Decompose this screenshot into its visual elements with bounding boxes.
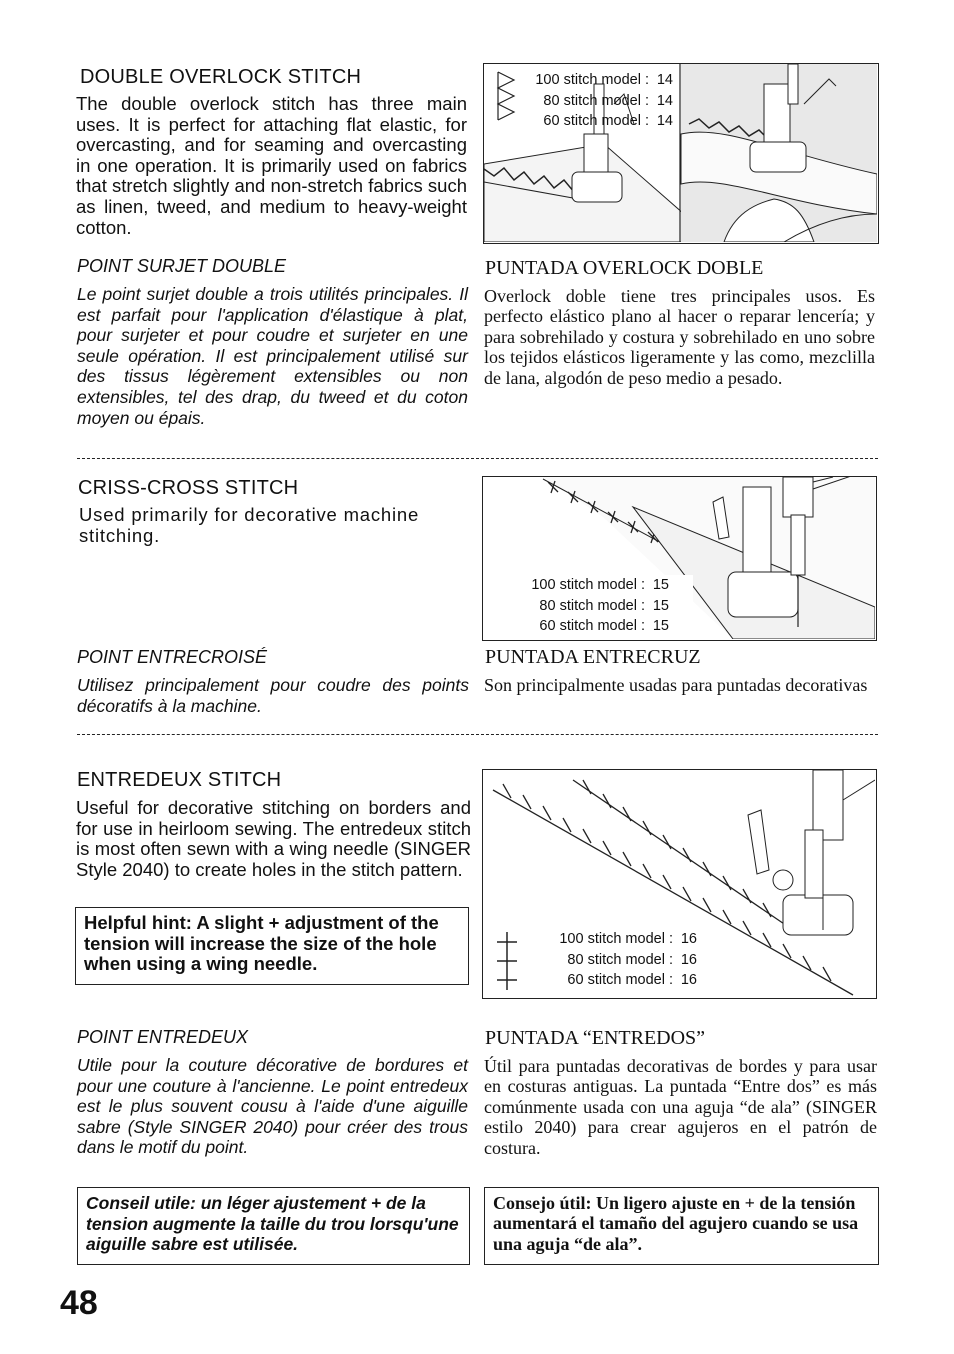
entredeux-hint-en: Helpful hint: A slight + adjustment of the tension will increase the size of the hole when using a wing needle. [75, 907, 469, 985]
legend-label: 60 stitch model : [567, 972, 673, 988]
criss-cross-legend [489, 575, 693, 637]
legend-value: 15 [652, 597, 669, 614]
double-overlock-title-en: DOUBLE OVERLOCK STITCH [80, 66, 362, 88]
legend-label: 100 stitch model : [531, 577, 645, 593]
criss-cross-title-es: PUNTADA ENTRECRUZ [485, 646, 701, 668]
legend-label: 80 stitch model : [567, 951, 673, 968]
legend-value: 16 [680, 972, 697, 988]
legend-value: 15 [652, 618, 669, 634]
legend-label: 100 stitch model : [535, 72, 649, 88]
entredeux-title-fr: POINT ENTREDEUX [77, 1027, 249, 1047]
legend-row [499, 91, 679, 112]
legend-label: 60 stitch model : [543, 113, 649, 129]
entredeux-hint-fr: Conseil utile: un léger ajustement + de la tension augmente la taille du trou lorsqu'une aiguille sabre est utilisée. [77, 1187, 470, 1265]
criss-cross-figure [482, 476, 877, 641]
section-divider [77, 458, 878, 459]
double-overlock-title-es: PUNTADA OVERLOCK DOBLE [485, 257, 764, 279]
double-overlock-figure [483, 63, 879, 244]
double-overlock-title-fr: POINT SURJET DOUBLE [77, 256, 287, 276]
criss-cross-body-fr: Utilisez principalement pour coudre des points décoratifs à la machine. [77, 675, 469, 716]
legend-value: 14 [656, 92, 673, 109]
double-overlock-legend [499, 70, 679, 132]
legend-row [523, 950, 697, 971]
criss-cross-body-es: Son principalmente usadas para puntadas decorativas [484, 675, 868, 695]
entredeux-body-fr: Utile pour la couture décorative de bordures et pour une couture à l'ancienne. Le point entredeux est le plus souvent cousu à l'aide d'une aiguille sabre (Style SINGER 2040) pour créer des trous dans le motif du point. [77, 1055, 468, 1158]
legend-label: 80 stitch model : [543, 92, 649, 109]
section-divider [77, 734, 878, 735]
double-overlock-body-es: Overlock doble tiene tres principales usos. Es perfecto elástico plano al hacer o reparar lencería; y para sobrehilado y costura y sobrehilado en uno sobre los tejidos elásticos ligeramente y las como, mezclilla de lana, algodón de peso medio a pesado. [484, 286, 875, 388]
entredeux-legend [523, 929, 697, 991]
entredeux-title-en: ENTREDEUX STITCH [77, 769, 282, 791]
double-overlock-body-en: The double overlock stitch has three main uses. It is perfect for attaching flat elastic, for overcasting, and for seaming and overcasting in one operation. It is primarily used on fabrics that stretch slightly and non-stretch fabrics such as linen, tweed, and medium to heavy-weight cotton. [76, 93, 467, 238]
entredeux-hint-es: Consejo útil: Un ligero ajuste en + de la tensión aumentará el tamaño del agujero cuando se usa una aguja “de ala”. [484, 1187, 879, 1265]
legend-row [499, 70, 679, 91]
double-overlock-body-fr: Le point surjet double a trois utilités principales. Il est parfait pour l'application d'élastique à plat, pour surjeter et pour coudre et surjeter en une seule opération. Il est principalement utilisé sur des tissus légèrement extensibles ou non extensibles, tel des drap, du tweed et du coton moyen ou épais. [77, 284, 468, 428]
legend-value: 14 [656, 72, 673, 88]
legend-label: 80 stitch model : [539, 597, 645, 614]
legend-label: 60 stitch model : [539, 618, 645, 634]
entredeux-title-es: PUNTADA “ENTREDOS” [485, 1027, 706, 1049]
legend-row [495, 616, 693, 637]
criss-cross-body-en: Used primarily for decorative machine stitching. [79, 504, 420, 546]
legend-value: 14 [656, 113, 673, 129]
legend-row [499, 111, 679, 132]
page-number: 48 [60, 1284, 98, 1322]
entredeux-figure [482, 769, 877, 999]
legend-row [495, 575, 693, 596]
legend-value: 15 [652, 577, 669, 593]
legend-row [523, 929, 697, 950]
legend-row [523, 970, 697, 991]
entredeux-body-en: Useful for decorative stitching on borders and for use in heirloom sewing. The entredeux stitch is most often sewn with a wing needle (SINGER Style 2040) to create holes in the stitch pattern. [76, 797, 471, 880]
criss-cross-title-en: CRISS-CROSS STITCH [78, 477, 299, 499]
legend-value: 16 [680, 951, 697, 968]
legend-label: 100 stitch model : [559, 931, 673, 947]
legend-row [495, 596, 693, 617]
legend-value: 16 [680, 931, 697, 947]
criss-cross-title-fr: POINT ENTRECROISÉ [77, 647, 268, 667]
entredeux-body-es: Útil para puntadas decorativas de bordes y para usar en costuras antiguas. La puntada “Entre dos” es más comúnmente usada con una aguja “de ala” (SINGER estilo 2040) para crear agujeros en el patrón de costura. [484, 1056, 877, 1158]
